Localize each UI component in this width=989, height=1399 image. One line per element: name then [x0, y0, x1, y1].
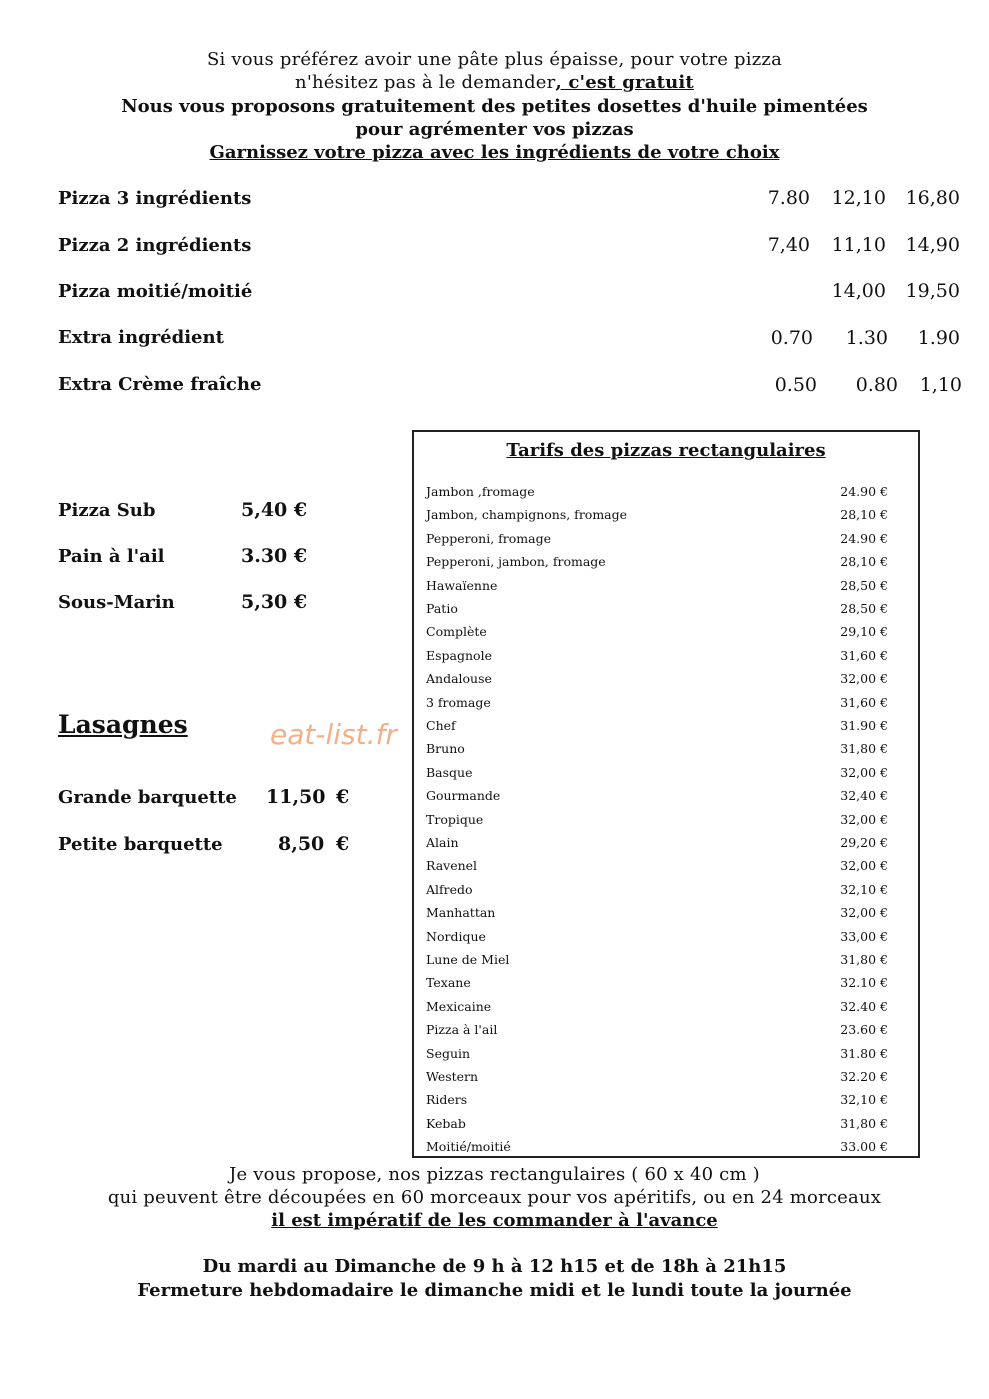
intro-line-5: Garnissez votre pizza avec les ingrédients de votre choix [209, 142, 780, 163]
rect-pizza-row [426, 1069, 888, 1091]
rect-pizza-price: 32,00 € [840, 811, 888, 827]
rect-pizza-row [426, 952, 888, 974]
rect-pizza-name: Texane [426, 975, 471, 991]
price-large: 1,10 [919, 374, 962, 396]
rect-pizza-name: Basque [426, 764, 473, 780]
price-small: 0.50 [774, 374, 817, 396]
rect-pizza-price: 32,00 € [840, 764, 888, 780]
item-price: 5,40 € [241, 499, 308, 521]
rect-pizza-price: 33,00 € [840, 928, 888, 944]
rect-pizza-name: Jambon ,fromage [426, 484, 535, 499]
rect-pizza-name: Kebab [426, 1115, 466, 1131]
rect-pizza-name: Pepperoni, fromage [426, 530, 551, 546]
item-name: Pain à l'ail [58, 546, 165, 567]
rect-pizza-name: Gourmande [426, 788, 501, 804]
rect-pizza-row [426, 1116, 888, 1138]
rect-pizza-price: 32.40 € [840, 998, 888, 1014]
rect-pizza-price: 28,10 € [840, 507, 888, 523]
item-price: 3.30 € [241, 545, 308, 567]
rect-pizza-name: Tropique [426, 811, 484, 827]
rect-pizza-row [426, 695, 888, 717]
price-medium: 1.30 [845, 327, 888, 349]
rect-pizza-name: Bruno [426, 741, 465, 757]
item-name: Pizza 2 ingrédients [58, 235, 252, 256]
rect-pizza-price: 28,10 € [840, 554, 888, 570]
rect-pizza-row [426, 788, 888, 810]
rect-pizza-row [426, 578, 888, 600]
rect-pizza-price: 24.90 € [840, 484, 888, 499]
price-small: 0.70 [770, 327, 813, 349]
item-name: Extra ingrédient [58, 327, 224, 348]
rect-pizza-row [426, 671, 888, 693]
rect-pizza-name: Jambon, champignons, fromage [426, 507, 628, 523]
rect-pizza-name: Alain [426, 835, 459, 850]
intro-line-1: Si vous préférez avoir une pâte plus épaisse, pour votre pizza [206, 49, 783, 70]
item-price: 5,30 € [241, 591, 308, 613]
rect-pizza-row [426, 1092, 888, 1114]
rect-pizza-row [426, 975, 888, 997]
rect-pizza-price: 28,50 € [840, 601, 888, 616]
currency-symbol: € [336, 833, 350, 855]
item-name: Pizza 3 ingrédients [58, 188, 252, 209]
rect-pizza-name: Seguin [426, 1045, 471, 1061]
intro-line-4: pour agrémenter vos pizzas [355, 119, 634, 140]
rect-pizza-price: 32.20 € [840, 1069, 888, 1084]
rect-pizza-name: Patio [426, 601, 458, 616]
rect-pizza-price: 31.80 € [840, 1045, 888, 1061]
rect-pizza-row [426, 1046, 888, 1068]
item-name: Pizza Sub [58, 500, 156, 521]
rect-pizza-row [426, 601, 888, 623]
rect-pizza-name: Hawaïenne [426, 577, 498, 593]
rect-pizza-row [426, 484, 888, 506]
rect-pizza-row [426, 554, 888, 576]
item-name: Petite barquette [58, 834, 223, 855]
rect-pizza-price: 32.10 € [840, 975, 888, 991]
rect-pizza-name: 3 fromage [426, 694, 491, 710]
rectangular-pizza-box [412, 430, 920, 1158]
rect-pizza-row [426, 905, 888, 927]
rect-pizza-name: Espagnole [426, 647, 492, 663]
rect-pizza-price: 31,80 € [840, 741, 888, 757]
rect-pizza-name: Chef [426, 718, 456, 733]
rect-pizza-name: Manhattan [426, 905, 496, 921]
rect-pizza-row [426, 835, 888, 857]
rect-pizza-name: Mexicaine [426, 998, 492, 1014]
opening-hours: Du mardi au Dimanche de 9 h à 12 h15 et de 18h à 21h15 [202, 1256, 787, 1277]
rect-pizza-name: Western [426, 1069, 479, 1084]
rect-pizza-price: 29,20 € [840, 835, 888, 850]
price-small: 7.80 [767, 187, 810, 209]
intro-line-2-text: n'hésitez pas à le demander [295, 72, 556, 93]
rect-pizza-name: Lune de Miel [426, 952, 510, 967]
rect-pizza-price: 32,00 € [840, 858, 888, 874]
rect-pizza-price: 29,10 € [840, 624, 888, 640]
price-medium: 11,10 [831, 234, 886, 256]
footer-line-3: il est impératif de les commander à l'avance [271, 1210, 718, 1231]
item-name: Pizza moitié/moitié [58, 281, 253, 302]
free-note: , c'est gratuit [555, 72, 694, 93]
rect-pizza-row [426, 1022, 888, 1044]
rect-pizza-row [426, 507, 888, 529]
rect-pizza-name: Pepperoni, jambon, fromage [426, 554, 606, 570]
rect-pizza-name: Pizza à l'ail [426, 1022, 498, 1038]
item-price: 8,50 [278, 833, 325, 855]
rect-pizza-row [426, 858, 888, 880]
item-name: Extra Crème fraîche [58, 374, 262, 395]
rectangular-pizza-title: Tarifs des pizzas rectangulaires [506, 440, 826, 461]
currency-symbol: € [336, 786, 350, 808]
rect-pizza-name: Complète [426, 624, 487, 640]
rect-pizza-row [426, 741, 888, 763]
price-medium: 0.80 [855, 374, 898, 396]
rect-pizza-price: 28,50 € [840, 577, 888, 593]
rect-pizza-price: 31,80 € [840, 952, 888, 967]
rect-pizza-price: 31,80 € [840, 1115, 888, 1131]
price-small: 7,40 [767, 234, 810, 256]
rect-pizza-name: Ravenel [426, 858, 478, 874]
price-large: 16,80 [905, 187, 960, 209]
rect-pizza-price: 32,00 € [840, 905, 888, 921]
rect-pizza-row [426, 765, 888, 787]
item-name: Sous-Marin [58, 592, 175, 613]
price-large: 14,90 [905, 234, 960, 256]
lasagnes-heading: Lasagnes [58, 710, 188, 739]
rect-pizza-price: 24.90 € [840, 530, 888, 546]
rect-pizza-row [426, 624, 888, 646]
rect-pizza-name: Riders [426, 1092, 468, 1108]
rect-pizza-price: 23.60 € [840, 1022, 888, 1038]
intro-line-3: Nous vous proposons gratuitement des petites dosettes d'huile pimentées [121, 96, 868, 117]
rect-pizza-row [426, 531, 888, 553]
footer-line-1: Je vous propose, nos pizzas rectangulaires ( 60 x 40 cm ) [229, 1164, 760, 1185]
rect-pizza-price: 32,00 € [840, 671, 888, 687]
price-medium: 14,00 [831, 280, 886, 302]
price-large: 19,50 [905, 280, 960, 302]
rect-pizza-name: Alfredo [426, 881, 473, 897]
price-medium: 12,10 [831, 187, 886, 209]
intro-line-2 [0, 71, 989, 94]
rect-pizza-price: 31,60 € [840, 647, 888, 663]
rect-pizza-price: 31.90 € [840, 718, 888, 733]
price-large: 1.90 [917, 327, 960, 349]
item-name: Grande barquette [58, 787, 237, 808]
rect-pizza-row [426, 648, 888, 670]
rect-pizza-price: 33.00 € [840, 1139, 888, 1155]
rect-pizza-price: 32,10 € [840, 1092, 888, 1108]
rect-pizza-row [426, 999, 888, 1021]
footer-line-2: qui peuvent être découpées en 60 morceaux pour vos apéritifs, ou en 24 morceaux [107, 1187, 882, 1208]
rect-pizza-price: 32,40 € [840, 788, 888, 804]
weekly-closing: Fermeture hebdomadaire le dimanche midi et le lundi toute la journée [137, 1280, 852, 1301]
rect-pizza-price: 32,10 € [840, 881, 888, 897]
watermark: eat-list.fr [270, 718, 397, 751]
rect-pizza-row [426, 929, 888, 951]
rect-pizza-name: Moitié/moitié [426, 1139, 511, 1155]
rect-pizza-row [426, 812, 888, 834]
rect-pizza-row [426, 718, 888, 740]
rect-pizza-row [426, 1139, 888, 1161]
item-price: 11,50 [266, 786, 326, 808]
rect-pizza-name: Andalouse [426, 671, 492, 687]
rect-pizza-row [426, 882, 888, 904]
rect-pizza-name: Nordique [426, 928, 486, 944]
rect-pizza-price: 31,60 € [840, 694, 888, 710]
